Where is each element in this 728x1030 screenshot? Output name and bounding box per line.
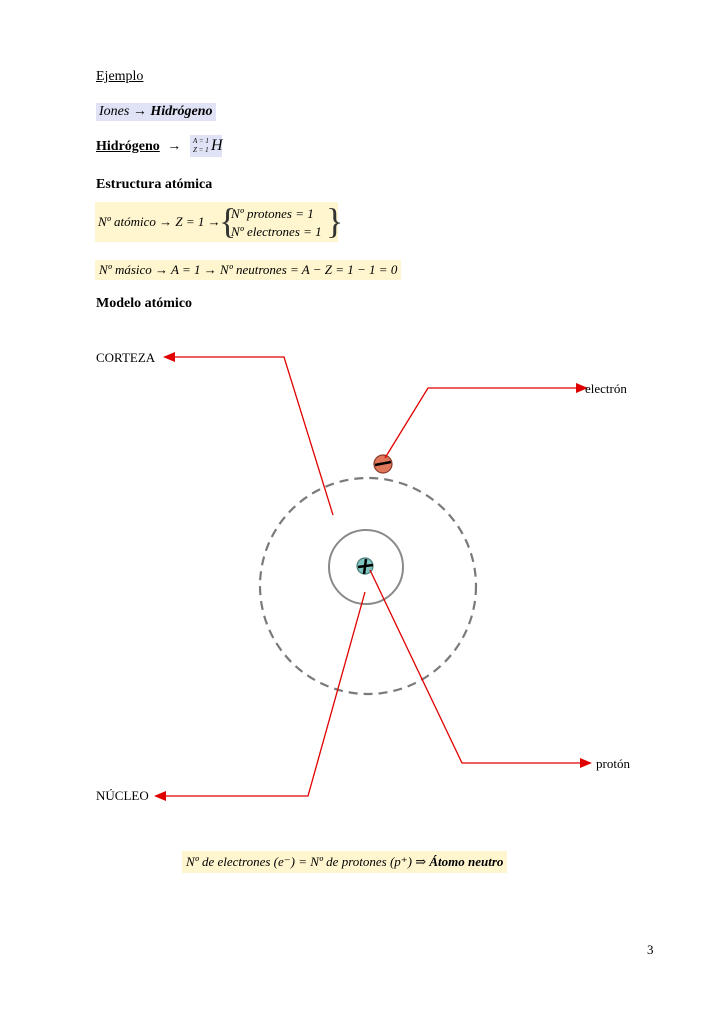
page-number: 3: [647, 942, 654, 957]
corteza-label: CORTEZA: [96, 350, 156, 365]
conclusion-line: [182, 851, 507, 873]
neutral-atom-result: Átomo neutro: [429, 854, 504, 869]
corteza-arrow: [165, 357, 333, 515]
outer-orbit: [260, 478, 476, 694]
brace-left: {: [219, 201, 237, 241]
atomic-structure-title: Estructura atómica: [96, 177, 213, 192]
hydrogen-arrow: →: [167, 139, 182, 154]
proton-label: protón: [596, 756, 630, 771]
mass-number: A = 1: [193, 137, 209, 145]
atomic-number-left: Nº atómico → Z = 1 →: [98, 214, 221, 229]
mass-number-line: Nº másico → A = 1 → Nº neutrones = A − Z = 1 − 1 = 0: [95, 260, 401, 280]
atomic-number: Z = 1: [193, 146, 209, 154]
electron-particle: [374, 455, 392, 473]
protons-count: Nº protones = 1: [231, 206, 314, 221]
iones-label: Iones: [99, 104, 130, 119]
iones-arrow: →: [132, 104, 147, 119]
nucleo-arrow: [156, 592, 365, 796]
nucleo-label: NÚCLEO: [96, 788, 149, 803]
electrons-count: Nº electrones = 1: [231, 224, 322, 239]
electron-arrow: [385, 388, 586, 458]
electron-label: electrón: [585, 381, 627, 396]
example-heading: Ejemplo: [96, 69, 144, 84]
brace-right: }: [326, 201, 344, 241]
hydrogen-label: Hidrógeno: [96, 139, 160, 154]
proton-arrow: [370, 570, 590, 763]
atomic-model-title: Modelo atómico: [96, 296, 193, 311]
element-symbol: H: [211, 137, 223, 154]
iones-target: Hidrógeno: [150, 104, 213, 119]
conclusion-text: Nº de electrones (e⁻) = Nº de protones (p⁺) ⇒: [186, 854, 427, 869]
